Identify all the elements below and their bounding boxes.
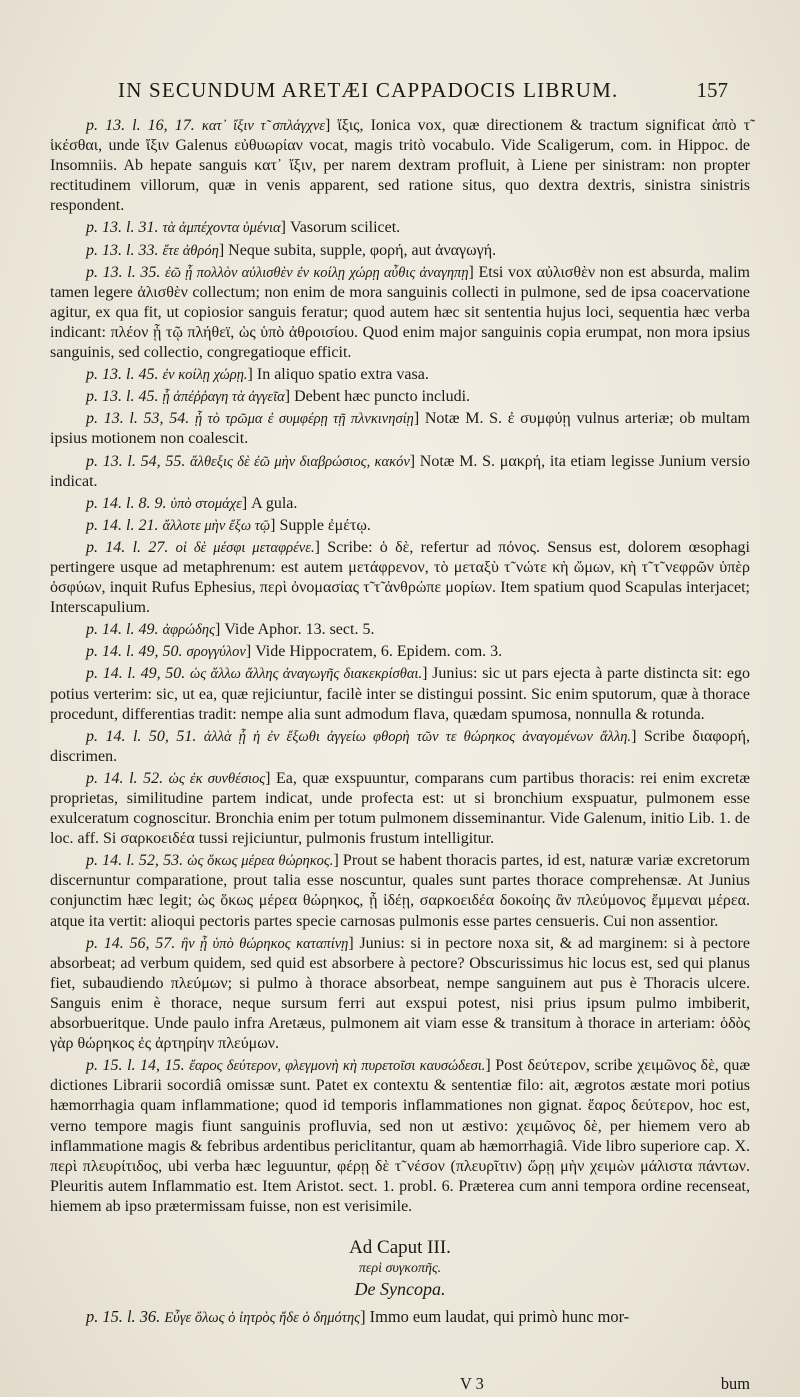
commentary-entry bbox=[50, 387, 750, 407]
running-header bbox=[118, 78, 728, 103]
commentary-entry bbox=[50, 263, 750, 363]
entry-greek-lemma: οἱ δὲ μέσφι μεταφρένε. bbox=[175, 539, 315, 556]
entry-reference: p. 13. l. 45. bbox=[86, 388, 159, 406]
entry-greek-lemma: ἐν κοίλῃ χώρῃ. bbox=[162, 367, 248, 384]
entry-commentary: ] Vasorum scilicet. bbox=[280, 219, 401, 237]
entry-greek-lemma: Εὖγε ὅλως ὁ ἰητρὸς ἤδε ὁ δημότης bbox=[164, 1310, 361, 1326]
entry-reference: p. 13. l. 33. bbox=[86, 241, 159, 259]
entry-reference: p. 14. l. 27. bbox=[86, 538, 169, 556]
running-title: IN SECUNDUM ARETÆI CAPPADOCIS LIBRUM. bbox=[118, 78, 619, 102]
entry-commentary: ] Supple ἐμέτῳ. bbox=[270, 516, 371, 534]
entry-commentary: ] Debent hæc puncto includi. bbox=[284, 388, 471, 406]
entry-reference: p. 14. 56, 57. bbox=[86, 934, 176, 952]
entry-greek-lemma: ᾗ τὸ τρῶμα ἐ συμφέρῃ τῇ πλνκινησίῃ bbox=[194, 411, 414, 428]
entry-greek-lemma: ἢν ᾗ ὑπὸ θώρηκος καταπίνῃ bbox=[181, 935, 349, 952]
commentary-entry bbox=[50, 409, 750, 449]
entry-greek-lemma: ἀλλὰ ᾗ ἡ ἐν ἔξωθι ἀγγείω φθορὴ τῶν τε θώρηκος ἀναγομένων ἄλλη. bbox=[203, 728, 632, 745]
entry-greek-lemma: σρογγύλον bbox=[186, 644, 246, 661]
commentary-entry bbox=[50, 116, 750, 216]
entry-reference: p. 15. l. 14, 15. bbox=[86, 1057, 185, 1075]
entry-reference: p. 14. l. 52, 53. bbox=[86, 852, 184, 870]
entry-greek-lemma: ὡς ἄλλω ἄλλης ἀναγωγῆς διακεκρίσθαι. bbox=[190, 666, 423, 683]
commentary-entry bbox=[50, 934, 750, 1055]
entry-greek-lemma: ἀφρώδης bbox=[162, 622, 215, 639]
entry-reference: p. 14. l. 49. bbox=[86, 621, 159, 639]
entry-commentary: ] Junius: sic ut pars ejecta à parte distincta sit: ego potius verterim: sic, ut ea, quæ rejiciuntur, facilè inter se distingui possint. Sic enim sputorum, quæ à thorace procedunt, differentias tradit: nempe alia sunt admodum flava, quædam spumosa, nonnulla & rotunda. bbox=[50, 665, 751, 723]
final-entry bbox=[50, 1306, 750, 1329]
commentary-entry bbox=[50, 452, 750, 492]
commentary-entry bbox=[50, 642, 750, 662]
chapter-heading bbox=[0, 1236, 800, 1300]
entry-commentary: ] Ea, quæ exspuuntur, comparans cum partibus thoracis: rei enim excretæ proprietas, similitudine partem indicat, unde profecta est: ut si bronchium exspuatur, pulmonem esse exulceratum cognoscitur. Bronchia enim per totum pulmonem disseminantur. Vide Galenum, initio Lib. 1. de loc. aff. Si σαρκοειδέα tussi rejiciuntur, pulmonis frustum intelligitur. bbox=[50, 769, 751, 848]
entry-greek-lemma: τὰ ἀμπέχοντα ὑμένια bbox=[162, 220, 281, 237]
entry-reference: p. 13. l. 16, 17. bbox=[86, 117, 195, 134]
entry-reference: p. 14. l. 21. bbox=[86, 516, 159, 534]
commentary-entry bbox=[50, 365, 750, 385]
entry-commentary: ] Junius: si in pectore noxa sit, & ad marginem: si à pectore absorbeat; ad verbum quidem, sed quid est absorbere à pectore? Obscurissimus hic locus est, sed qui planus fiet, subaudiendo πλεύμων; si pulmo à thorace absorbeat, nempe sanguinem aut pus è Thoracis ulcere. Sanguis enim è thorace, neque sursum ferri aut exspui potest, nisi prius ipsum pulmo imbiberit, absorbueritque. Unde paulo infra Aretæus, pulmonem ait viam esse & transitum à thorace in arteriam: ὁδὸς γὰρ θώρηκος ἐς ἀρτηρίην πλεύμων. bbox=[50, 934, 750, 1053]
entry-commentary: ] Scribe: ὁ δὲ, refertur ad πόνος. Sensus est, dolorem œsophagi pertingere usque ad metaphrenum: est autem μετάφρενον, τὸ μεταξὺ τ̃ νώτε κὴ ὤμων, κὴ τ̃ τ̃ νεφρῶν ὑπὲρ ὀσφύων, inquit Rufus Ephesius, περὶ ὀνομασίας τ̃ τ̃ ἀνθρώπε μορίων. Item spatium quod Scapulas interjacet; Interscapulium. bbox=[50, 538, 750, 617]
entry-reference: p. 13. l. 54, 55. bbox=[86, 452, 186, 470]
commentary-entry bbox=[50, 218, 750, 238]
entry-greek-lemma: κατ᾽ ἴξιν τ̃ σπλάγχνε bbox=[201, 118, 326, 134]
entry-reference: p. 14. l. 49, 50. bbox=[86, 665, 186, 683]
entry-commentary: ] Notæ M. S. ἐ συμφύῃ vulnus arteriæ; ob multam ipsius motionem non coalescit. bbox=[50, 410, 751, 448]
signature-mark: V 3 bbox=[460, 1374, 484, 1393]
chapter-caput: Ad Caput III. bbox=[349, 1237, 451, 1258]
entry-reference: p. 15. l. 36. bbox=[86, 1307, 161, 1326]
commentary-entry bbox=[50, 851, 750, 931]
commentary-entry bbox=[50, 664, 750, 724]
catchword: bum bbox=[720, 1374, 750, 1393]
entry-reference: p. 13. l. 53, 54. bbox=[86, 410, 190, 428]
entry-greek-lemma: ἐῶ ᾗ πολλὸν αὐλισθὲν ἐν κοίλῃ χώρῃ αὖθις ἀναγηπῃ bbox=[165, 264, 469, 281]
entry-commentary: ] A gula. bbox=[241, 494, 298, 512]
commentary-entry bbox=[50, 769, 750, 849]
entry-greek-lemma: ᾗ ἀπέῤῥαγη τὰ ἀγγεῖα bbox=[162, 389, 285, 406]
commentary-entry bbox=[50, 494, 750, 514]
entry-greek-lemma: ἄλλοτε μὴν ἔξω τῷ bbox=[162, 517, 271, 534]
chapter-latin-title: De Syncopa. bbox=[354, 1279, 446, 1299]
entry-commentary: ] Notæ M. S. μακρή, ita etiam legisse Junium versio indicat. bbox=[50, 452, 751, 490]
commentary-entry bbox=[50, 241, 750, 261]
page-number: 157 bbox=[696, 78, 728, 102]
commentary-entry bbox=[50, 516, 750, 536]
entry-reference: p. 14. l. 8. 9. bbox=[86, 494, 167, 512]
entry-greek-lemma: ἔαρος δεύτερον, φλεγμονὴ κὴ πυρετοῖσι καυσώδεσι. bbox=[189, 1058, 486, 1075]
entry-commentary: ] Scribe διαφορή, discrimen. bbox=[50, 727, 751, 765]
entry-reference: p. 14. l. 52. bbox=[86, 769, 164, 787]
entry-greek-lemma: ὡς ὅκως μέρεα θώρηκος. bbox=[187, 853, 334, 870]
entry-commentary: ] Etsi vox αὐλισθὲν non est absurda, malim tamen legere ἀλισθὲν collectum; non enim de mora sanguinis collecti in pulmone, sed de ipsa coacervatione agitur, ex qua fit, ut copiosior sanguis feratur; quod autem hæc sit sententia hujus loci, sequentia hæc verba indicant: πλέον ᾗ τῷ πλήθεϊ, ὡς ὑπὸ ἀθροισίου. Quod enim major sanguinis copia erumpat, non mora ipsius sanguinis, sed collectio, congregatioque efficit. bbox=[50, 263, 751, 362]
entry-commentary: ] Vide Hippocratem, 6. Epidem. com. 3. bbox=[245, 643, 503, 661]
chapter-greek-title: περὶ συγκοπῆς. bbox=[358, 1261, 442, 1276]
entry-commentary: ] Neque subita, supple, φορή, aut ἀναγωγή. bbox=[218, 241, 497, 259]
entry-greek-lemma: ὡς ἐκ συνθέσιος bbox=[168, 770, 266, 787]
entry-commentary: ] Vide Aphor. 13. sect. 5. bbox=[214, 621, 375, 639]
entry-greek-lemma: ἔτε ἀθρόη bbox=[162, 242, 219, 259]
entry-greek-lemma: ἄλθεξις δὲ ἐῶ μὴν διαβρώσιος, κακόν bbox=[190, 453, 410, 470]
entry-reference: p. 14. l. 49, 50. bbox=[86, 643, 183, 661]
entry-reference: p. 13. l. 45. bbox=[86, 366, 159, 384]
commentary-entries bbox=[50, 116, 750, 1219]
commentary-entry bbox=[50, 1056, 750, 1217]
commentary-entry bbox=[50, 727, 750, 767]
entry-commentary: ] ἴξις, Ionica vox, quæ directionem & tractum significat ἀπὸ τ̃ ἱκέσθαι, unde ἴξιν Galenus εὐθυωρίαν vocat, magis tritò vocabulo. Vide Scaligerum, com. in Hippoc. de Insomniis. Ab hepate sanguis κατ᾽ ἴξιν, per narem dextram profluit, à Liene per sinistram: non propter rectitudinem villorum, quæ in venis apparent, sed ratione situs, quo dextra dextris, sinistra sinistris respondent. bbox=[50, 117, 751, 215]
entry-commentary: ] Prout se habent thoracis partes, id est, naturæ variæ excretorum discernuntur comparatione, prout talia esse noscuntur, quales sunt partes thorace comprehensæ. At Junius conjunctim hæc legit; ὡς ὅκως μέρεα θώρηκος, ᾗ ἰδέῃ, σαρκοειδέα δοκοίης ἂν πλεύμονος ἔμμεναι μέρεα. atque ita vertit: alioqui pectoris partes specie carnosas pulmonis esse partes censueris. Cui non assentior. bbox=[50, 852, 751, 930]
commentary-entry bbox=[50, 538, 750, 618]
entry-reference: p. 14. l. 50, 51. bbox=[86, 727, 197, 745]
page-footer bbox=[50, 1374, 750, 1396]
commentary-entry bbox=[50, 620, 750, 640]
entry-greek-lemma: ὑπὸ στομάχε bbox=[170, 495, 242, 512]
entry-commentary: ] Post δεύτερον, scribe χειμῶνος δὲ, quæ dictiones Librarii socordiâ omissæ sunt. Patet ex contextu & sententiæ filo: ait, ægrotos æstate mori potius hæmorrhagia quam inflammatione; quod id temporis inflammationes non gignat. ἔαρος δεύτερον, hoc est, verno tempore magis fiunt sanguinis profluvia, sed non ut æstivo: χειμῶνος δὲ, per hiemem vero ab inflammatione magis & febribus ardentibus periclitantur, quam ab hæmorrhagiâ. Vide libro superiore cap. X. περὶ πλευρίτιδος, ubi verba hæc leguuntur, φέρῃ δὲ τ̃ νέσον (πλευρῖτιν) ὥρῃ μὴν χειμὼν μάλιστα πάντων. Pleuritis autem Inflammatio est. Item Aristot. sect. 1. probl. 6. Præterea cum anni tempora ordine recenseat, hiemem ab ipso prætermissam fuisse, non est verisimile. bbox=[50, 1057, 750, 1215]
entry-reference: p. 13. l. 31. bbox=[86, 219, 159, 237]
entry-reference: p. 13. l. 35. bbox=[86, 263, 161, 281]
entry-commentary: ] Immo eum laudat, qui primò hunc mor- bbox=[360, 1307, 630, 1326]
entry-commentary: ] In aliquo spatio extra vasa. bbox=[247, 366, 429, 384]
